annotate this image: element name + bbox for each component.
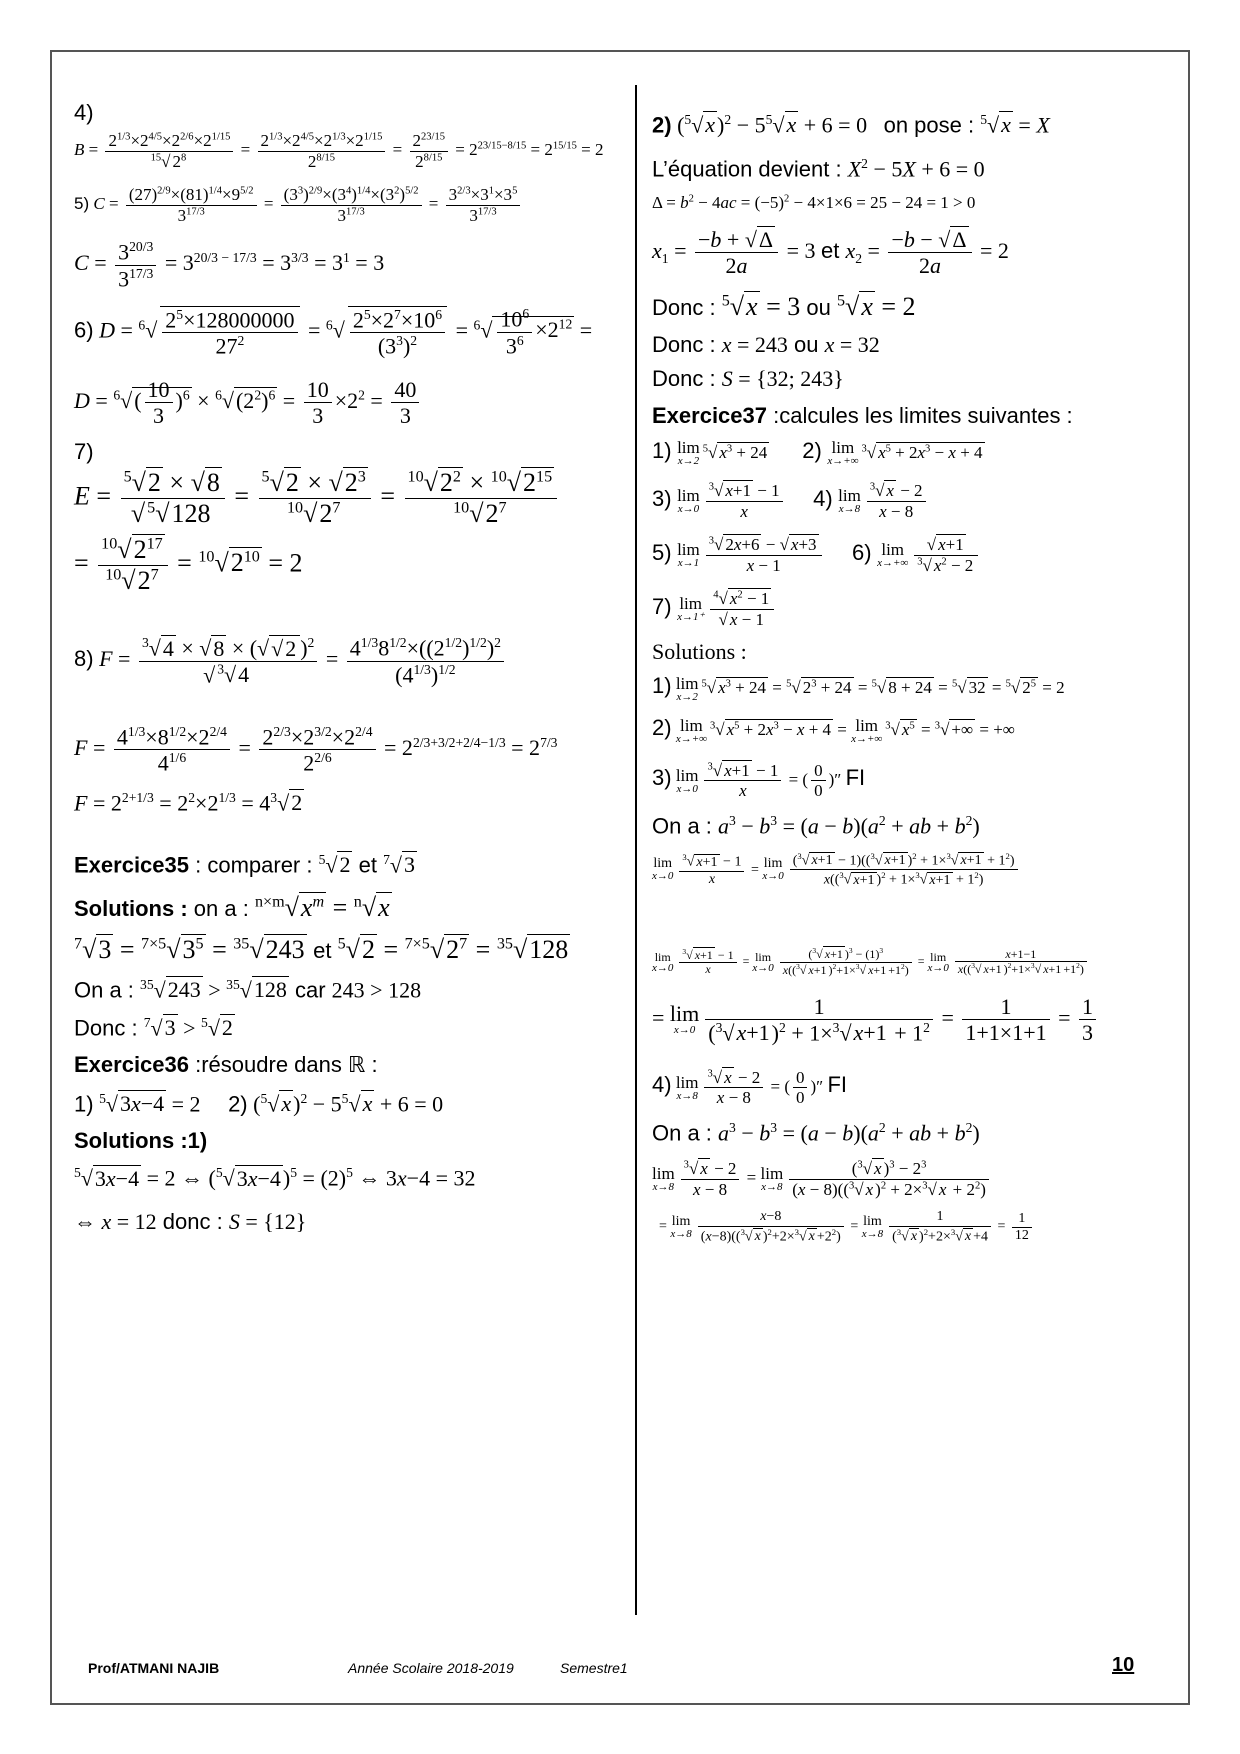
solution-4-step1: lim x→8 $\frac{^3√ x - 2}{x - 8}$ = lim x→8 $\frac{(^3√ x )^3 - 2^3}{(x - 8)((^3√ x )^2 + 2\times^3√ x + 2^2)}$ — [652, 1159, 1177, 1199]
solutions-title: Solutions : — [652, 639, 747, 665]
part2-roots: $x_1$ = $\frac{-b + √\Delta}{2a}$ = 3 et $x_2$ = $\frac{-b - √\Delta}{2a}$ = 2 — [652, 226, 1009, 279]
part2-equation: 2) $(^5√x)^2 - 5^5√x + 6 = 0$ on pose : $^5$√x = X — [652, 112, 1050, 138]
ex8-formula-f: 8) F = $\frac{^3√4 \times √8 \times (√√2 )^2}{√ ^3√4}$ = $\frac{4^{1/3}8^{1/2}\times((2^{1/2})^{1/2})^2}{(4^{1/3})^{1/2}}$ — [74, 635, 614, 687]
exercice36-solution1: $^5$√3x−4 = 2 ⇔ $(^5√3x-4)^5 = (2)^5$ ⇔ 3x−4 = 32 — [74, 1165, 476, 1191]
part2-delta: $\Delta = b^2 - 4ac = (-5)^2 - 4\times 1\times 6 = 25 - 24 = 1 > 0$ — [652, 193, 976, 213]
exercice36-statement: Exercice36 :résoudre dans ℝ : — [74, 1052, 378, 1079]
ex7-label: 7) — [74, 438, 94, 464]
ex5-label: 5) — [74, 194, 90, 214]
exercice36-solution1-result: ⇔ x = 12 donc : S = {12} — [74, 1209, 307, 1235]
exercice35-compare: On a : $^{35}$√243 > $^{35}$√128 car 243 > 128 — [74, 976, 422, 1003]
solution-3-result: = lim x→0 $\frac{1}{(^3√x+1)^2 + 1\times^3√x+1 + 1^2}$ = $\frac{1}{1+1\times 1+1}$ = $\frac{1}{3}$ — [652, 994, 1177, 1046]
footer-year: Année Scolaire 2018-2019 — [348, 1660, 514, 1676]
ex8-step2: F = $\frac{4^{1/3}\times 8^{1/2}\times 2^{2/4}}{4^{1/6}}$ = $\frac{2^{2/3}\times 2^{3/2}\times 2^{2/4}}{2^{2/6}}$ = $2^{2/3+3/2+2/4-1/3} = 2^{7/3}$ — [74, 723, 558, 776]
solution-4: 4) lim x→8 $\frac{^3√ x - 2}{x - 8}$ = ( $\frac{0}{0}$ )″ FI — [652, 1067, 848, 1108]
left-column — [74, 100, 614, 1234]
page-number: 10 — [1112, 1654, 1135, 1676]
ex7-result: = $\frac{^{10}√2^{17}}{^{10}√2^7}$ = $^{10}√2^{10} = 2$ — [74, 534, 303, 595]
ex6-result: D = $^6$√( $\frac{10}{3}$ )$^6 \times ^6√(2^2)^6$ = $\frac{10}{3}$ $\times 2^2$ = $\frac{40}{3}$ — [74, 377, 614, 429]
solution-4-result: = lim x→8 $\frac{x-8}{(x-8)((^3√ x )^2+2\times^3√ x +2^2)}$ = lim x→8 $\frac{1}{(^3√ x )^2+2\times^3√ x +4}$ = $\frac{1}{12}$ — [652, 1209, 1177, 1245]
solution-3-step2: lim x→0 $\frac{^3√ x+1 - 1}{x}$ = lim x→0 $\frac{(^3√ x+1 )^3 - (1)^3}{x((^3√ x+1 )^2+1\times^3√ x+1 +1^2)}$ = lim x→0 $\frac{x+1-1}{x((^3√ x+1 )^2+1\times^3√ x+1 +1^2)}$ — [652, 947, 1177, 978]
solutions-label-35: Solutions : — [74, 896, 188, 922]
ex5-formula-c: 5) C = $\frac{(27)^{2/9}\times(81)^{1/4}\times 9^{5/2}}{3^{17/3}}$ = $\frac{(3^3)^{2/9}\times(3^4)^{1/4}\times(3^2)^{5/2}}{3^{17/3}}$ = $\frac{3^{2/3}\times 3^1\times 3^5}{3^{17/3}}$ — [74, 185, 614, 225]
ex4-label: 4) — [74, 100, 94, 125]
exercice35-conversion: $^7√3 = ^{7\times 5}√3^5 = ^{35}√243$ et $^5√2 = ^{7\times 5}√2^7 = ^{35}√128$ — [74, 935, 569, 965]
column-divider — [635, 85, 637, 1615]
exercice37-q3-q4: 3) lim x→0 $\frac{^3√ x+1 - 1}{x}$ 4) lim x→8 $\frac{^3√ x - 2}{x - 8}$ — [652, 481, 1177, 521]
ex7-formula-e: E = $\frac{^5√2 \times √8}{√ ^5√128}$ = $\frac{^5√2 \times √2^3}{^{10}√2^7}$ = $\frac{^{10}√2^2 \times ^{10}√2^{15}}{^{10}√2^7}$ — [74, 468, 614, 529]
solution-1: 1) lim x→2 $^5$√ $x^3 + 24 = ^5√$ $2^3 + 24 = ^5√$ 8 + 24 = $^5$√ 32 = $^5$√ $2^5 = 2$ — [652, 672, 1065, 703]
exercice36-questions: 1) $^5$√3x−4 = 2 2) $(^5√x)^2 - 5^5√x + 6 = 0$ — [74, 1090, 444, 1116]
exercice37-q1-q2: 1) lim x→2 $^5$√ $x^3 + 24$ 2) lim x→+∞ $^3$√ $x^5 + 2x^3 - x + 4$ — [652, 438, 983, 468]
part2-donc1: Donc : $^5$√x = 3 ou $^5$√x = 2 — [652, 292, 916, 322]
exercice35-conclusion: Donc : $^7$√3 > $^5$√2 — [74, 1014, 233, 1040]
solution-3-identity: On a : $a^3 - b^3 = (a - b)(a^2$ + ab + $b^2$) — [652, 812, 980, 839]
ex4-formula-b: B = $\frac{2^{1/3}\times 2^{4/5}\times 2^{2/6}\times 2^{1/15}}{^{15}√ 2^8}$ = $\frac{2^{1/3}\times 2^{4/5}\times 2^{1/3}\times 2^{1/15}}{2^{8/15}}$ = $\frac{2^{23/15}}{2^{8/15}}$ = $2^{23/15-8/15} = 2^{15/15} = 2$ — [74, 131, 604, 171]
exercice36-title: Exercice36 — [74, 1052, 189, 1078]
ex5-result: C = $\frac{3^{20/3}}{3^{17/3}}$ = $3^{20/3 - 17/3} = 3^{3/3} = 3^1 = 3$ — [74, 239, 385, 292]
solution-2: 2) lim x→+∞ $^3$√ $x^5 + 2x^3 - x + 4 = \lim$ x→+∞ $^3$√ $x^5 = ^3√$ +∞ = +∞ — [652, 714, 1015, 745]
exercice36-solutions-title: Solutions :1) — [74, 1128, 208, 1154]
solution-3: 3) lim x→0 $\frac{^3√ x+1 - 1}{x}$ = ( $\frac{0}{0}$ )″ FI — [652, 760, 866, 801]
exercice37-q5-q6: 5) lim x→1 $\frac{^3√ 2x+6 - √ x+3}{x - 1}$ 6) lim x→+∞ $\frac{√ x+1}{^3√ x^2 - 2}$ — [652, 535, 1177, 575]
exercice37-q7: 7) lim x→1⁺ $\frac{^4√ x^2 - 1}{√ x - 1}$ — [652, 589, 1177, 629]
ex8-result: $F = 2^{2+1/3} = 2^2\times 2^{1/3} = 4^3√2$ — [74, 789, 303, 816]
exercice37-title: Exercice37 — [652, 402, 767, 428]
solution-4-identity: On a : $a^3 - b^3 = (a - b)(a^2$ + ab + $b^2$) — [652, 1119, 980, 1146]
ex6-label: 6) — [74, 317, 94, 343]
exercice37-statement: Exercice37 :calcules les limites suivantes : — [652, 402, 1073, 428]
ex6-formula-d: 6) D = $^6$√ $\frac{2^5\times 128000000}{27^2}$ = $^6$√ $\frac{2^5\times 2^7\times 10^6}{(3^3)^2}$ = $^6$√ $\frac{10^6}{3^6}$ $\times 2^{12}$ = — [74, 306, 593, 359]
part2-donc3: Donc : S = {32; 243} — [652, 365, 844, 391]
ex8-label: 8) — [74, 646, 94, 672]
solution-3-step1: lim x→0 $\frac{^3√ x+1 - 1}{x}$ = lim x→0 $\frac{(^3√ x+1 - 1)((^3√ x+1 )^2 + 1\times^3√ x+1 + 1^2)}{x((^3√ x+1 )^2 + 1\times^3√ x+1 + 1^2)}$ — [652, 851, 1177, 890]
part2-donc2: Donc : x = 243 ou x = 32 — [652, 332, 880, 358]
exercice35-statement: Exercice35 : comparer : $^5$√2 et $^7$√3 — [74, 851, 415, 877]
right-column — [652, 100, 1177, 1245]
exercice35-title: Exercice35 — [74, 851, 189, 877]
footer-author: Prof/ATMANI NAJIB — [88, 1660, 220, 1676]
part2-equation-becomes: L’équation devient : $X^2 - 5X + 6 = 0$ — [652, 155, 985, 181]
exercice35-solutions: Solutions : on a : $^{n\times m}√x^m = ^n√x$ — [74, 893, 390, 923]
footer-semester: Semestre1 — [560, 1660, 628, 1676]
